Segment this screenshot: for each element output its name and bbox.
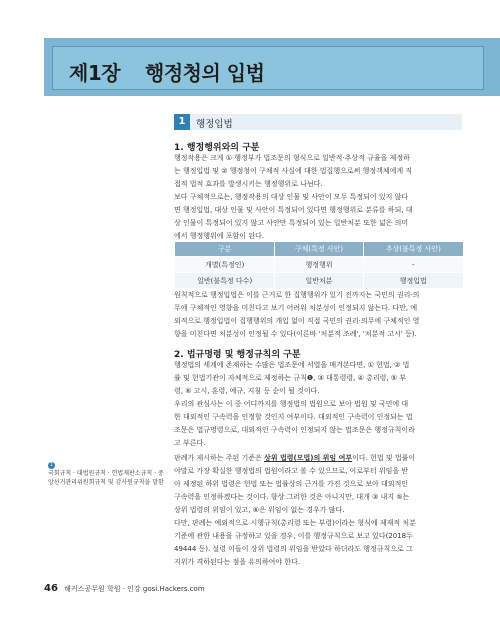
page-footer bbox=[44, 583, 205, 594]
paragraph-line: 49444 등). 설령 이들이 상위 법령의 위임을 받았다 하더라도 행정규칙으로 그 bbox=[174, 545, 413, 553]
paragraph-line: 상 인물이 특정되어 있지 않고 사안만 특정되어 있는 일반처분 또한 넓은 의미 bbox=[174, 219, 409, 227]
section-title: 행정입법 bbox=[196, 119, 233, 130]
section-heading bbox=[174, 114, 462, 130]
paragraph-line bbox=[174, 452, 464, 465]
paragraph-line: 지위가 격하된다는 점을 유의하여야 한다. bbox=[174, 558, 301, 566]
table-header: 구분 bbox=[175, 242, 275, 257]
chapter-label: 제1장 bbox=[69, 61, 121, 85]
table-row bbox=[175, 273, 464, 289]
paragraph-2 bbox=[174, 289, 464, 341]
paragraph-line: 에서 행정행위에 포함이 된다. bbox=[174, 232, 265, 240]
paragraph-line: 상위 법령의 위임이 있고, ⑥은 위임이 없는 경우가 많다. bbox=[174, 506, 345, 514]
paragraph-1 bbox=[174, 152, 464, 243]
paragraph-line: 고 부른다. bbox=[174, 439, 206, 447]
subheading-2: 2. 법규명령 및 행정규칙의 구분 bbox=[174, 350, 301, 360]
table-cell: - bbox=[363, 257, 463, 273]
paragraph-line: 기준에 관한 내용을 규정하고 있을 경우, 이를 행정규칙으로 보고 있다(2018두 bbox=[174, 532, 413, 540]
chapter-title-box bbox=[52, 46, 484, 90]
paragraph-line: 는 행정입법 및 ② 행정청이 구체적 사실에 대한 법집행으로써 행정객체에게 직 bbox=[174, 167, 413, 175]
paragraph-line: 한 대외적인 구속력을 인정할 것인지 여부이다. 대외적인 구속력이 인정되는 법 bbox=[174, 413, 413, 421]
chapter-title: 행정청의 입법 bbox=[145, 61, 265, 85]
paragraph-line: 면 행정입법, 대상 인물 및 사안이 특정되어 있다면 행정행위로 분류를 하되, 대 bbox=[174, 206, 413, 214]
paragraph-line: 령, ⑥ 고시, 훈령, 예규, 지침 등 순이 될 것이다. bbox=[174, 387, 320, 395]
paragraph-line: 무에 구체적인 영향을 미친다고 보기 어려워 처분성이 인정되지 않는다. 다만, 예 bbox=[174, 304, 418, 312]
table-header-row bbox=[175, 242, 464, 257]
table-row bbox=[175, 257, 464, 273]
page-number: 46 bbox=[44, 583, 58, 594]
paragraph-3 bbox=[174, 359, 464, 450]
paragraph-line: 향을 미친다면 처분성이 인정될 수 있다(이른바 '처분적 조례', '처분적 고시' 등). bbox=[174, 330, 417, 338]
paragraph-line: 행정법의 세계에 존재하는 수많은 법조문에 서열을 매겨본다면, ① 헌법, ② 법 bbox=[174, 361, 410, 369]
text-tail: 이다. 헌법 및 법률이 bbox=[352, 454, 416, 462]
table-header: 추상(불특정 사안) bbox=[363, 242, 463, 257]
paragraph-4 bbox=[174, 452, 464, 569]
sidenote bbox=[48, 460, 166, 487]
paragraph-line: 률 및 헌법기관이 자체적으로 제정하는 규칙❶, ③ 대통령령, ④ 총리령, ⑤ 부 bbox=[174, 374, 407, 382]
paragraph-line: 보다 구체적으로는, 행정작용의 대상 인물 및 사안이 모두 특정되어 있지 않다 bbox=[174, 193, 409, 201]
paragraph-line: 야말로 가장 확실한 행정법의 법원이라고 볼 수 있으므로, 이로부터 위임을 받 bbox=[174, 467, 409, 475]
section-number: 1 bbox=[174, 114, 190, 130]
paragraph-line: 원칙적으로 행정입법은 이를 근거로 한 집행행위가 있기 전까지는 국민의 권리·의 bbox=[174, 291, 420, 299]
paragraph-line: 접적 법적 효과를 발생시키는 행정행위로 나뉜다. bbox=[174, 180, 323, 188]
paragraph-line: 조문은 법규명령으로, 대외적인 구속력이 인정되지 않는 법조문은 행정규칙이라 bbox=[174, 426, 415, 434]
text-lead: 판례가 제시하는 주된 기준은 bbox=[174, 454, 265, 462]
paragraph-line: 구속력을 인정하겠다는 것이다. 향상 그러한 것은 아니지만, 대개 ③ 내지 ⑤는 bbox=[174, 493, 410, 501]
sidenote-text: 국회규칙 · 대법원규칙 · 헌법재판소규칙 · 중앙선거관리위원회규칙 및 감사원규칙을 말함 bbox=[48, 470, 164, 486]
footer-text: 해커스공무원 학원 · 인강 gosi.Hackers.com bbox=[64, 585, 205, 593]
paragraph-line: 다만, 판례는 예외적으로 시행규칙(총리령 또는 부령)이라는 형식에 제재적 처분 bbox=[174, 519, 416, 527]
table-cell: 개별(특정인) bbox=[175, 257, 275, 273]
paragraph-line: 외적으로 행정입법이 집행행위의 개입 없이 직접 국민의 권리·의무에 구체적인 영 bbox=[174, 317, 420, 325]
table-cell: 행정입법 bbox=[363, 273, 463, 289]
emphasized-text: 상위 법령(모법)의 위임 여부 bbox=[264, 454, 353, 462]
table-cell: 행정행위 bbox=[275, 257, 363, 273]
subheading-1: 1. 행정행위와의 구분 bbox=[174, 143, 260, 153]
table-header: 구체(특정 사안) bbox=[275, 242, 363, 257]
table-cell: 일반(불특정 다수) bbox=[175, 273, 275, 289]
paragraph-line: 행정작용은 크게 ① 행정부가 법조문의 형식으로 일반적·추상적 규율을 제정하 bbox=[174, 154, 410, 162]
classification-table bbox=[174, 241, 464, 289]
footnote-marker: 1 bbox=[49, 462, 54, 468]
paragraph-line: 우리의 관심사는 이 중 어디까지를 행정법의 법원으로 보아 법원 및 국민에 대 bbox=[174, 400, 409, 408]
chapter-banner bbox=[44, 38, 500, 96]
table-cell: 일반처분 bbox=[275, 273, 363, 289]
paragraph-line: 아 제정된 하위 법령은 헌법 또는 법률상의 근거를 가진 것으로 보아 대외적인 bbox=[174, 480, 409, 488]
